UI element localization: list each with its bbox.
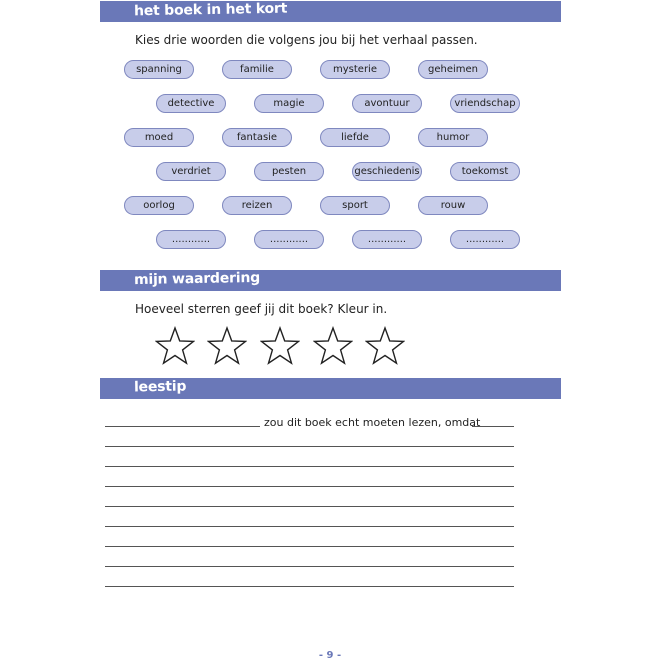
word-pill[interactable]: geschiedenis: [352, 162, 422, 181]
word-pill[interactable]: familie: [222, 60, 292, 79]
answer-line[interactable]: [105, 506, 514, 507]
answer-line[interactable]: [105, 586, 514, 587]
word-pill[interactable]: toekomst: [450, 162, 520, 181]
section-title: mijn waardering: [133, 269, 261, 289]
word-pill[interactable]: liefde: [320, 128, 390, 147]
word-pill[interactable]: rouw: [418, 196, 488, 215]
answer-line[interactable]: [105, 566, 514, 567]
summary-instruction: Kies drie woorden die volgens jou bij het verhaal passen.: [135, 33, 478, 47]
section-header-rating: [100, 270, 561, 291]
word-pill[interactable]: pesten: [254, 162, 324, 181]
star-outline-icon[interactable]: [313, 326, 353, 366]
answer-line[interactable]: [105, 466, 514, 467]
answer-blank-line[interactable]: [472, 426, 514, 427]
word-pill-blank[interactable]: ............: [254, 230, 324, 249]
word-pill[interactable]: oorlog: [124, 196, 194, 215]
star-outline-icon[interactable]: [260, 326, 300, 366]
word-pill[interactable]: fantasie: [222, 128, 292, 147]
word-pill[interactable]: verdriet: [156, 162, 226, 181]
name-blank-line[interactable]: [105, 426, 260, 427]
word-pill-blank[interactable]: ............: [156, 230, 226, 249]
answer-line[interactable]: [105, 446, 514, 447]
page-number: - 9 -: [318, 650, 342, 661]
star-outline-icon[interactable]: [155, 326, 195, 366]
word-pill[interactable]: detective: [156, 94, 226, 113]
star-outline-icon[interactable]: [207, 326, 247, 366]
word-pill-blank[interactable]: ............: [450, 230, 520, 249]
answer-line[interactable]: [105, 546, 514, 547]
word-pill-blank[interactable]: ............: [352, 230, 422, 249]
section-title: het boek in het kort: [133, 0, 288, 20]
section-title: leestip: [133, 378, 187, 396]
answer-line[interactable]: [105, 486, 514, 487]
section-header-tip: [100, 378, 561, 399]
word-pill[interactable]: spanning: [124, 60, 194, 79]
word-pill[interactable]: mysterie: [320, 60, 390, 79]
word-pill[interactable]: sport: [320, 196, 390, 215]
star-outline-icon[interactable]: [365, 326, 405, 366]
word-pill[interactable]: reizen: [222, 196, 292, 215]
word-pill[interactable]: vriendschap: [450, 94, 520, 113]
word-pill[interactable]: magie: [254, 94, 324, 113]
word-pill[interactable]: moed: [124, 128, 194, 147]
answer-line[interactable]: [105, 526, 514, 527]
leestip-sentence: zou dit boek echt moeten lezen, omdat: [264, 416, 481, 429]
word-pill[interactable]: humor: [418, 128, 488, 147]
rating-question: Hoeveel sterren geef jij dit boek? Kleur in.: [135, 302, 388, 316]
section-header-summary: [100, 1, 561, 22]
word-pill[interactable]: avontuur: [352, 94, 422, 113]
word-pill[interactable]: geheimen: [418, 60, 488, 79]
